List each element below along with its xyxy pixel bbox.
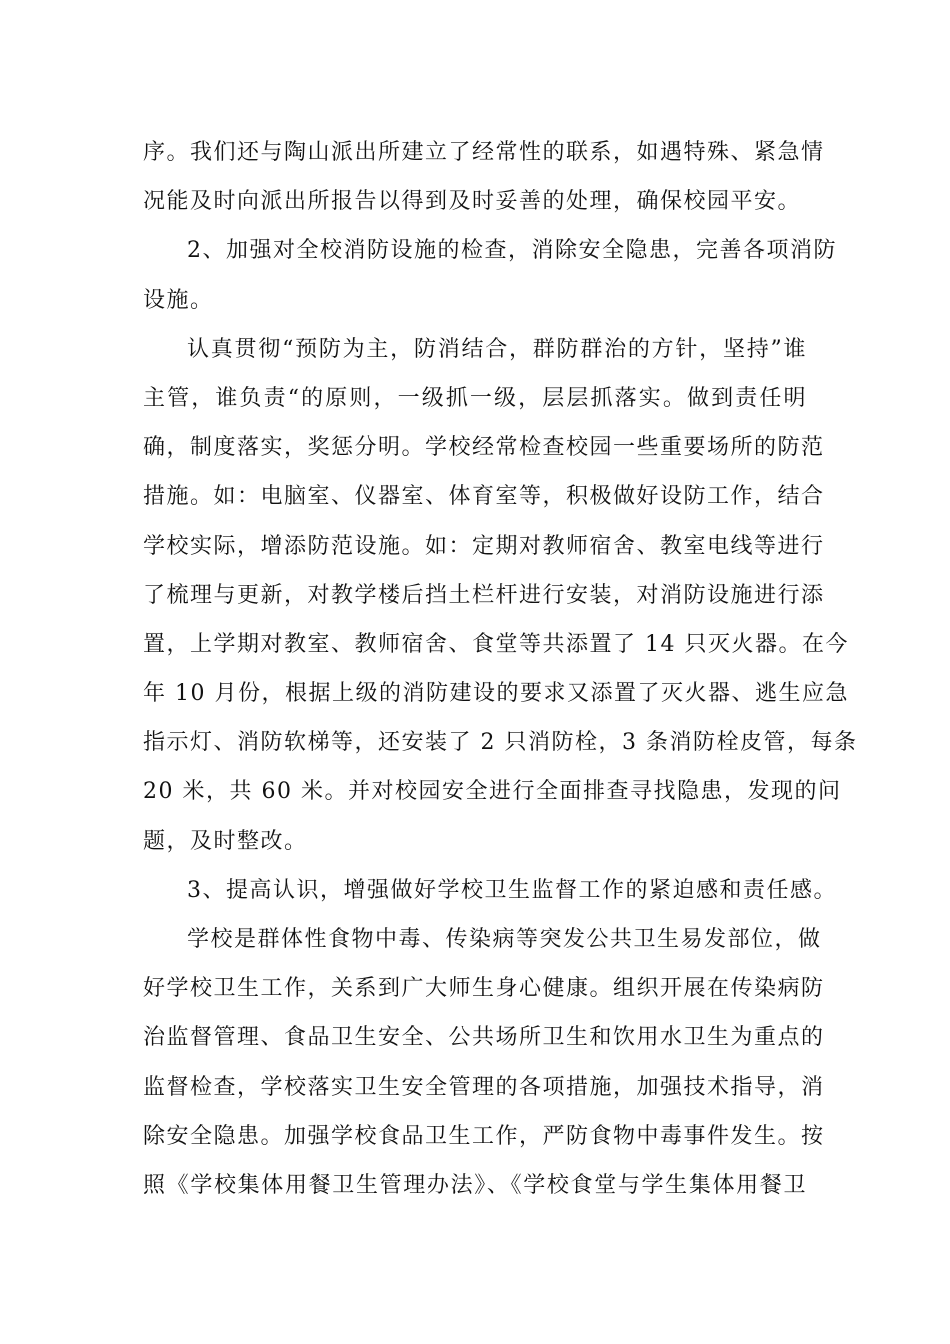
text-line: 学校是群体性食物中毒、传染病等突发公共卫生易发部位，做 [187,927,822,952]
text-line: 20 米，共 60 米。并对校园安全进行全面排查寻找隐患，发现的问 [143,779,842,805]
text-line: 监督检查，学校落实卫生安全管理的各项措施，加强技术指导，消 [143,1074,825,1100]
text-line: 序。我们还与陶山派出所建立了经常性的联系，如遇特殊、紧急情 [143,140,825,165]
text-line: 除安全隐患。加强学校食品卫生工作，严防食物中毒事件发生。按 [143,1123,825,1149]
text-line: 认真贯彻“预防为主，防消结合，群防群治的方针，坚持”谁 [187,336,807,362]
section-heading: 2、加强对全校消防设施的检查，消除安全隐患，完善各项消防 [187,238,837,264]
text-line: 题，及时整改。 [143,828,308,854]
text-line: 况能及时向派出所报告以得到及时妥善的处理，确保校园平安。 [143,189,802,215]
text-line: 学校实际，增添防范设施。如：定期对教师宿舍、教室电线等进行 [143,533,825,559]
text-line: 措施。如：电脑室、仪器室、体育室等，积极做好设防工作，结合 [143,484,825,510]
section-heading: 3、提高认识，增强做好学校卫生监督工作的紧迫感和责任感。 [187,877,837,903]
text-line: 指示灯、消防软梯等，还安装了 2 只消防栓，3 条消防栓皮管，每条 [143,730,858,756]
text-line: 设施。 [143,287,214,313]
text-line: 主管，谁负责“的原则，一级抓一级，层层抓落实。做到责任明 [143,385,807,411]
text-line: 好学校卫生工作，关系到广大师生身心健康。组织开展在传染病防 [143,976,825,1002]
text-line: 确，制度落实，奖惩分明。学校经常检查校园一些重要场所的防范 [143,435,825,461]
text-line: 照《学校集体用餐卫生管理办法》、《学校食堂与学生集体用餐卫 [143,1172,807,1198]
body-text [143,128,858,1210]
text-line: 治监督管理、食品卫生安全、公共场所卫生和饮用水卫生为重点的 [143,1025,825,1051]
text-line: 年 10 月份，根据上级的消防建设的要求又添置了灭火器、逃生应急 [143,681,849,707]
text-line: 置，上学期对教室、教师宿舍、食堂等共添置了 14 只灭火器。在今 [143,631,849,657]
text-line: 了梳理与更新，对教学楼后挡土栏杆进行安装，对消防设施进行添 [143,582,825,608]
